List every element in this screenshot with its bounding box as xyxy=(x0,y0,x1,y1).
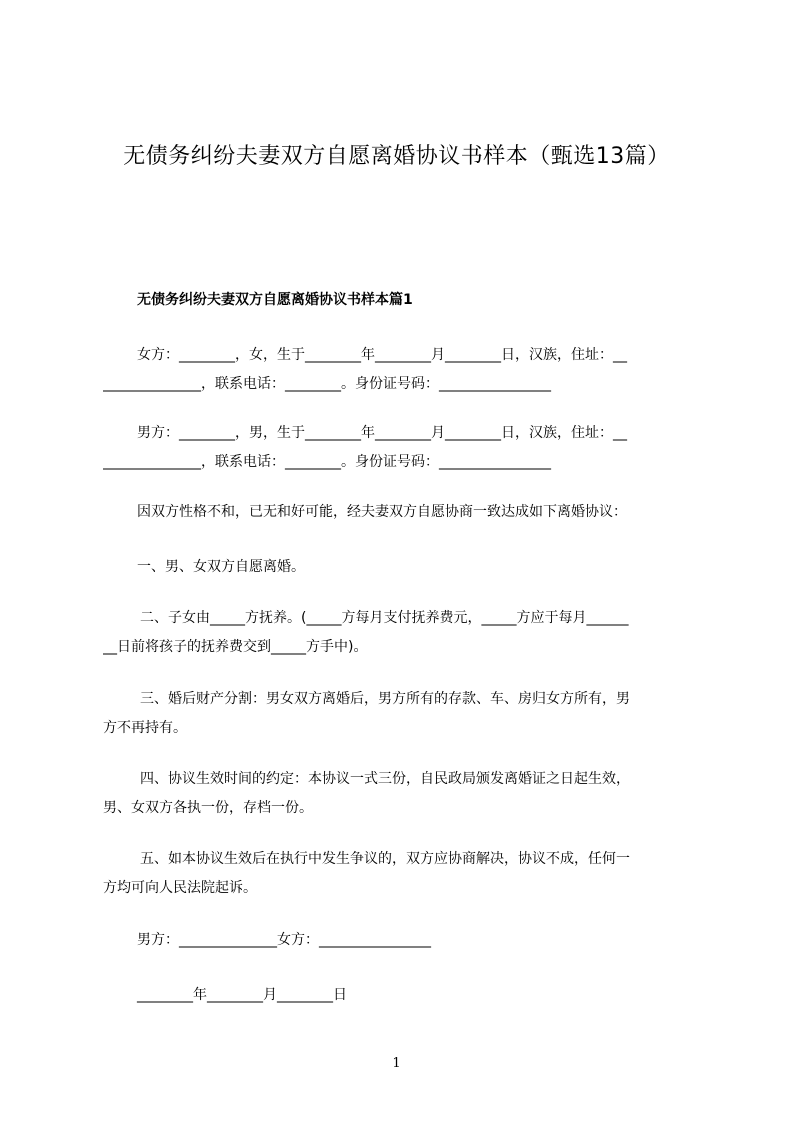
date-line: ________年________月________日 xyxy=(137,987,347,1003)
clause-3-paragraph xyxy=(103,685,703,743)
clause-2-line-1: 二、子女由_____方抚养。(_____方每月支付抚养费元，_____方应于每月______ xyxy=(140,610,629,626)
female-party-line-1: 女方：________，女，生于________年________月________日，汉族，住址：__ xyxy=(137,347,627,363)
male-party-paragraph xyxy=(103,419,703,477)
clause-2-paragraph xyxy=(103,604,703,662)
clause-2-line-2: __日前将孩子的抚养费交到_____方手中)。 xyxy=(103,639,368,655)
clause-3-line-2: 方不再持有。 xyxy=(103,720,187,736)
clause-4-line-1: 四、协议生效时间的约定：本协议一式三份，自民政局颁发离婚证之日起生效， xyxy=(140,771,630,787)
clause-1-paragraph xyxy=(103,553,703,582)
male-party-line-2: ______________，联系电话：________。身份证号码：________________ xyxy=(103,454,551,470)
intro-line: 因双方性格不和，已无和好可能，经夫妻双方自愿协商一致达成如下离婚协议： xyxy=(137,504,627,520)
clause-4-paragraph xyxy=(103,765,703,823)
document-title: 无债务纠纷夫妻双方自愿离婚协议书样本（甄选13篇） xyxy=(123,144,670,169)
clause-1-line: 一、男、女双方自愿离婚。 xyxy=(137,559,305,575)
clause-5-line-2: 方均可向人民法院起诉。 xyxy=(103,880,257,896)
female-party-line-2: ______________，联系电话：________。身份证号码：________________ xyxy=(103,376,551,392)
signature-line: 男方：______________女方：________________ xyxy=(137,932,431,948)
section-heading: 无债务纠纷夫妻双方自愿离婚协议书样本篇1 xyxy=(137,292,413,308)
intro-paragraph xyxy=(103,498,703,527)
clause-5-paragraph xyxy=(103,845,703,903)
signature-paragraph xyxy=(103,926,703,955)
clause-5-line-1: 五、如本协议生效后在执行中发生争议的，双方应协商解决，协议不成，任何一 xyxy=(140,851,630,867)
date-paragraph xyxy=(103,981,703,1010)
female-party-paragraph xyxy=(103,341,703,399)
male-party-line-1: 男方：________，男，生于________年________月________日，汉族，住址：__ xyxy=(137,425,627,441)
page-number: 1 xyxy=(392,1056,401,1071)
clause-3-line-1: 三、婚后财产分割：男女双方离婚后，男方所有的存款、车、房归女方所有，男 xyxy=(140,691,630,707)
clause-4-line-2: 男、女双方各执一份，存档一份。 xyxy=(103,800,313,816)
